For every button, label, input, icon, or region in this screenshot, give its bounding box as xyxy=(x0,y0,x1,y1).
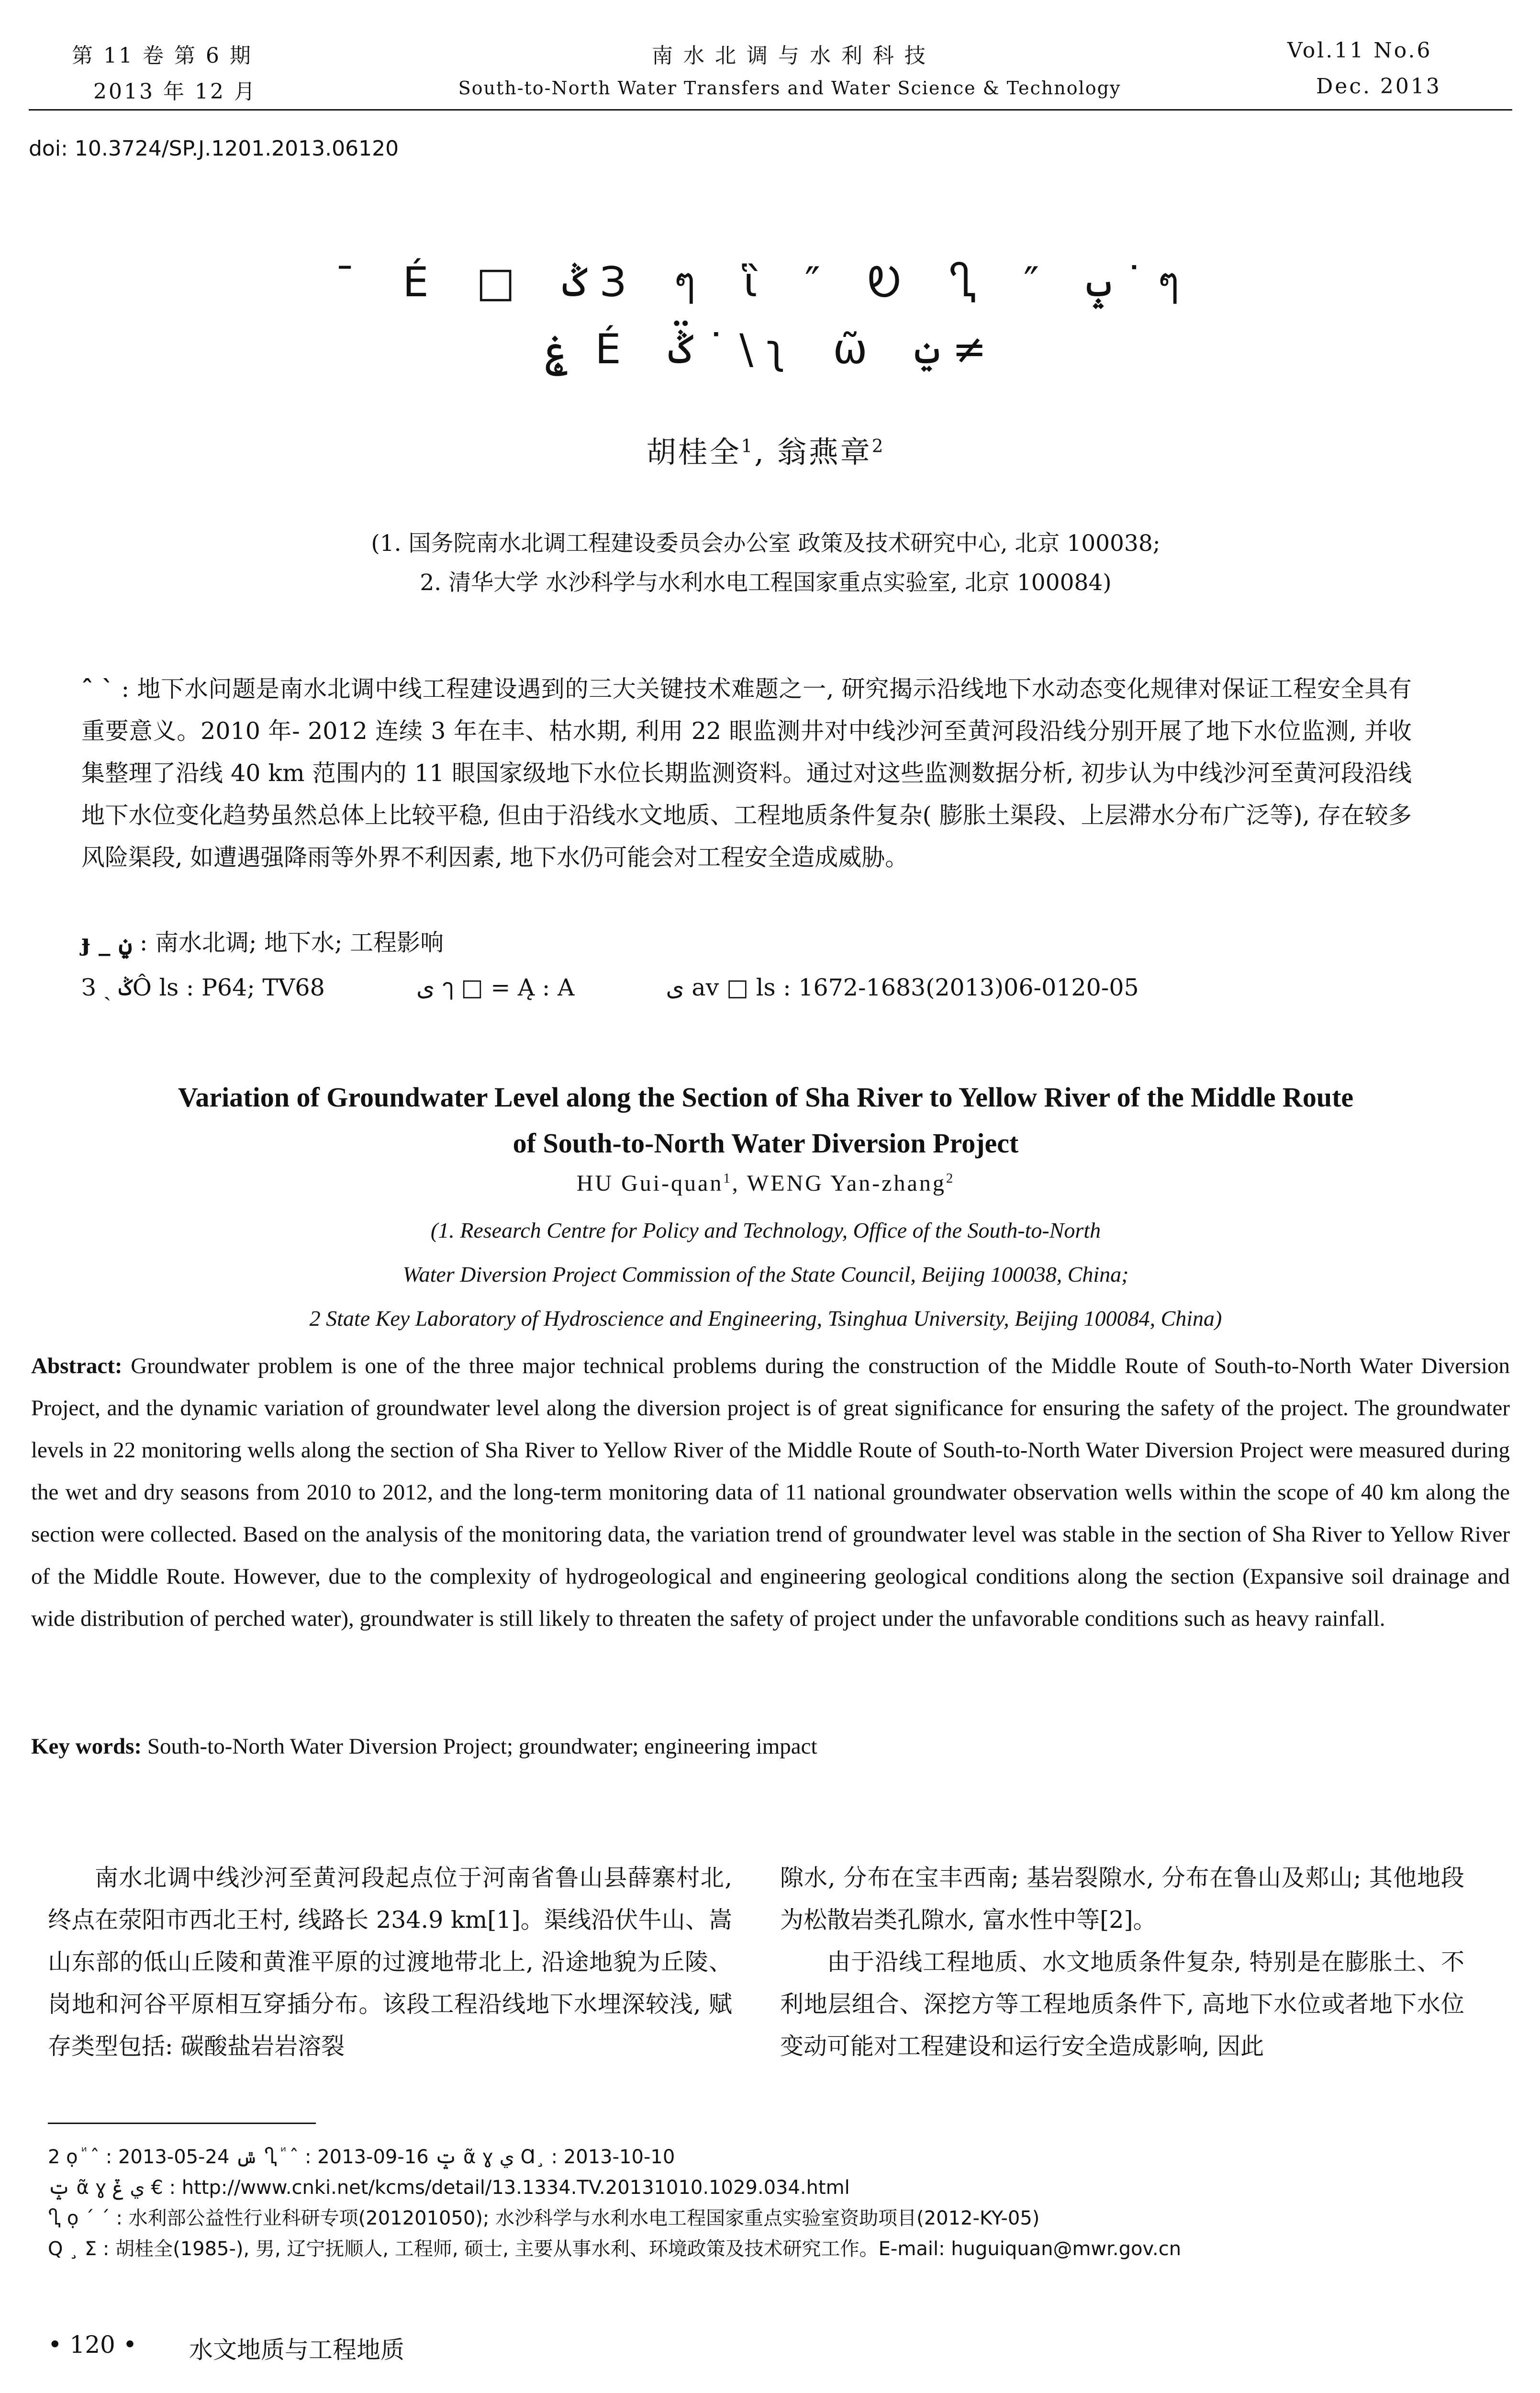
body-col1-paragraph: 南水北调中线沙河至黄河段起点位于河南省鲁山县薛寨村北, 终点在荥阳市西北王村, 线路长 234.9 km[1]。渠线沿伏牛山、嵩山东部的低山丘陵和黄淮平原的过渡地带北上, 沿途地貌为丘陵、岗地和河谷平原相互穿插分布。该段工程沿线地下水埋深较浅, 赋存类型包括: 碳酸盐岩岩溶裂 xyxy=(48,1864,732,2060)
doc-code-value: : A xyxy=(542,974,575,1001)
header-vol-no-en: Vol.11 No.6 xyxy=(1287,38,1432,63)
title-en xyxy=(48,1074,1484,1166)
keywords-en-text: South-to-North Water Diversion Project; groundwater; engineering impact xyxy=(147,1734,817,1759)
author-en-sep: , xyxy=(732,1171,747,1196)
header-volume-issue: 第 11 卷 第 6 期 xyxy=(72,44,253,68)
abstract-en-text: Groundwater problem is one of the three major technical problems during the construction of the Middle Route of South-to-North Water Diversion Project, and the dynamic variation of groundwater level along the diversion project is of great significance for ensuring the safety of the project. The groundwater levels in 22 monitoring wells along the section of Sha River to Yellow River of the Middle Route of South-to-North Water Diversion Project were measured during the wet and dry seasons from 2010 to 2012, and the long-term monitoring data of 11 national groundwater observation wells within the scope of 40 km along the section were collected. Based on the analysis of the monitoring data, the variation trend of groundwater level was stable in the section of Sha River to Yellow River of the Middle Route. However, due to the complexity of hydrogeological and engineering geological conditions along the section (Expansive soil drainage and wide distribution of perched water), groundwater is still likely to threaten the safety of project under the unfavorable conditions such as heavy rainfall. xyxy=(31,1353,1510,1631)
footer-section: 水文地质与工程地质 xyxy=(189,2336,404,2364)
affiliation-en-1: (1. Research Centre for Policy and Technology, Office of the South-to-North xyxy=(430,1218,1101,1242)
header-rule xyxy=(29,109,1512,111)
footnotes xyxy=(48,2142,1484,2264)
footnote-rule xyxy=(48,2123,316,2124)
header-journal-en: South-to-North Water Transfers and Water Science & Technology xyxy=(458,78,1121,99)
author-1-sup: 1 xyxy=(741,435,755,457)
affiliation-cn-2: 2. 清华大学 水沙科学与水利水电工程国家重点实验室, 北京 100084) xyxy=(420,570,1112,596)
abstract-cn-text: : 地下水问题是南水北调中线工程建设遇到的三大关键技术难题之一, 研究揭示沿线地下水动态变化规律对保证工程安全具有重要意义。2010 年- 2012 连续 3 年在丰、枯水期, 利用 22 眼监测井对中线沙河至黄河段沿线分别开展了地下水位监测, 并收集整理了沿线 40 km 范围内的 11 眼国家级地下水位长期监测资料。通过对这些监测数据分析, 初步认为中线沙河至黄河段沿线地下水位变化趋势虽然总体上比较平稳, 但由于沿线水文地质、工程地质条件复杂( 膨胀土渠段、上层滞水分布广泛等), 存在较多风险渠段, 如遭遇强降雨等外界不利因素, 地下水仍可能会对工程安全造成威胁。 xyxy=(81,675,1412,871)
keywords-cn-label: ɟ _ ݧ xyxy=(81,928,133,956)
abstract-cn xyxy=(81,668,1412,879)
footnote-url: ݓ ᾶ ɣ ي ݞ € : http://www.cnki.net/kcms/detail/13.1334.TV.20131010.1029.034.html xyxy=(48,2177,850,2199)
header-date-en: Dec. 2013 xyxy=(1316,74,1441,99)
clc-value: : P64; TV68 xyxy=(186,974,325,1001)
abstract-en xyxy=(31,1345,1510,1640)
clc-label: З ˎ ݣÔ ls xyxy=(81,974,179,1001)
affiliations-cn xyxy=(144,524,1388,603)
footnote-funding: Ⴂ ọ ˊ ˊ : 水利部公益性行业科研专项(201201050); 水沙科学与水利水电工程国家重点实验室资助项目(2012-KY-05) xyxy=(48,2207,1040,2229)
title-cn-line2: ۼ ̥ É ݣ̈ ˙ \ ʅ ῶ ݔ ≠ xyxy=(545,325,987,373)
authors-cn xyxy=(191,428,1340,471)
title-cn-line1: ¯ É □ ݣ З ๆ ἳ ″ Ꭷ Ⴂ ″ ݒ ˙ ๆ xyxy=(335,258,1197,306)
keywords-cn-text: : 南水北调; 地下水; 工程影响 xyxy=(139,929,444,956)
classification-line xyxy=(81,967,1412,1009)
footer-page-number: • 120 • xyxy=(48,2331,137,2359)
author-1-cn: 胡桂全 xyxy=(646,435,741,470)
body-col2-paragraph1: 隙水, 分布在宝丰西南; 基岩裂隙水, 分布在鲁山及郏山; 其他地段为松散岩类孔隙水, 富水性中等[2]。 xyxy=(780,1864,1464,1934)
keywords-en-label: Key words: xyxy=(31,1734,142,1759)
doi: doi: 10.3724/SP.J.1201.2013.06120 xyxy=(29,136,399,161)
footnote-author-bio: Q ¸ Σ : 胡桂全(1985-), 男, 辽宁抚顺人, 工程师, 硕士, 主要从事水利、环境政策及技术研究工作。E-mail: huguiquan@mwr.gov.cn xyxy=(48,2238,1182,2260)
affiliation-en-2: Water Diversion Project Commission of the State Council, Beijing 100038, China; xyxy=(402,1262,1129,1286)
affiliations-en xyxy=(96,1208,1436,1341)
abstract-en-label: Abstract: xyxy=(31,1353,123,1378)
author-2-cn: 翁燕章 xyxy=(777,435,872,470)
affiliation-cn-1: (1. 国务院南水北调工程建设委员会办公室 政策及技术研究中心, 北京 100038; xyxy=(371,530,1161,557)
author-2-en-sup: 2 xyxy=(946,1171,955,1186)
authors-en xyxy=(191,1170,1340,1196)
title-en-line2: of South-to-North Water Diversion Project xyxy=(513,1128,1019,1159)
abstract-cn-label: ˆ ˋ xyxy=(81,675,114,703)
doc-code-label: ى ๅ □ = Ą xyxy=(416,974,535,1001)
article-id-label: ى av □ ls xyxy=(666,974,776,1001)
author-sep: , xyxy=(754,435,777,470)
author-1-en: HU Gui-quan xyxy=(576,1171,724,1196)
footnote-dates: 2 ọ ꙵ ˆ : 2013-05-24 ݜ Ⴂ ꙵ ˆ : 2013-09-16 ݓ ᾶ ɣ ي Ɑ¸ : 2013-10-10 xyxy=(48,2146,675,2168)
affiliation-en-3: 2 State Key Laboratory of Hydroscience and Engineering, Tsinghua University, Beijing 100084, China) xyxy=(309,1306,1222,1331)
title-en-line1: Variation of Groundwater Level along the Section of Sha River to Yellow River of the Middle Route xyxy=(178,1082,1354,1113)
author-2-sup: 2 xyxy=(871,435,885,457)
keywords-cn xyxy=(81,921,1412,964)
body-col2-paragraph2: 由于沿线工程地质、水文地质条件复杂, 特别是在膨胀土、不利地层组合、深挖方等工程地质条件下, 高地下水位或者地下水位变动可能对工程建设和运行安全造成影响, 因此 xyxy=(780,1948,1464,2060)
body-col2 xyxy=(780,1857,1464,2068)
header-date-cn: 2013 年 12 月 xyxy=(93,79,257,104)
author-1-en-sup: 1 xyxy=(723,1171,732,1186)
author-2-en: WENG Yan-zhang xyxy=(747,1171,946,1196)
keywords-en xyxy=(31,1725,1510,1767)
article-id-value: : 1672-1683(2013)06-0120-05 xyxy=(783,974,1139,1001)
header-journal-cn: 南 水 北 调 与 水 利 科 技 xyxy=(652,44,927,68)
